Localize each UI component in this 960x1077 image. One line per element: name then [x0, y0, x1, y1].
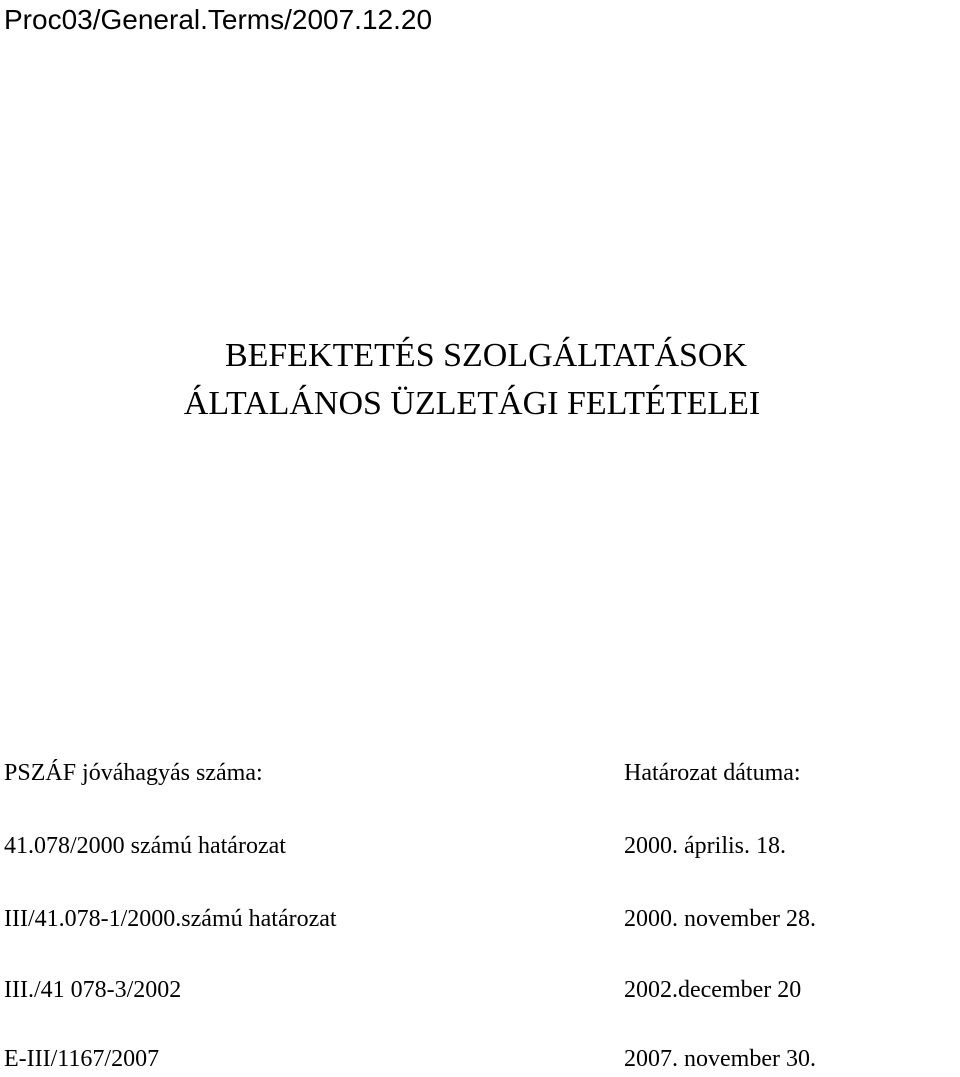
approvals-header-row — [0, 757, 960, 789]
approval-row — [0, 974, 960, 1006]
resolution-date: 2007. november 30. — [624, 1046, 816, 1072]
approval-number: III./41 078-3/2002 — [4, 977, 182, 1003]
resolution-date: 2000. november 28. — [624, 906, 816, 932]
title-line-2: ÁLTALÁNOS ÜZLETÁGI FELTÉTELEI — [183, 385, 761, 422]
resolution-date: 2002.december 20 — [624, 977, 802, 1003]
approval-row — [0, 1043, 960, 1075]
resolution-date: 2000. április. 18. — [624, 833, 786, 859]
title-line-1: BEFEKTETÉS SZOLGÁLTATÁSOK — [224, 337, 748, 374]
approval-number: 41.078/2000 számú határozat — [4, 833, 286, 859]
approval-row — [0, 830, 960, 862]
approval-number-label: PSZÁF jóváhagyás száma: — [4, 760, 263, 786]
approval-number: E-III/1167/2007 — [4, 1046, 160, 1072]
resolution-date-label: Határozat dátuma: — [624, 760, 801, 786]
document-id: Proc03/General.Terms/2007.12.20 — [4, 4, 433, 35]
approval-row — [0, 903, 960, 935]
approval-number: III/41.078-1/2000.számú határozat — [4, 906, 337, 932]
